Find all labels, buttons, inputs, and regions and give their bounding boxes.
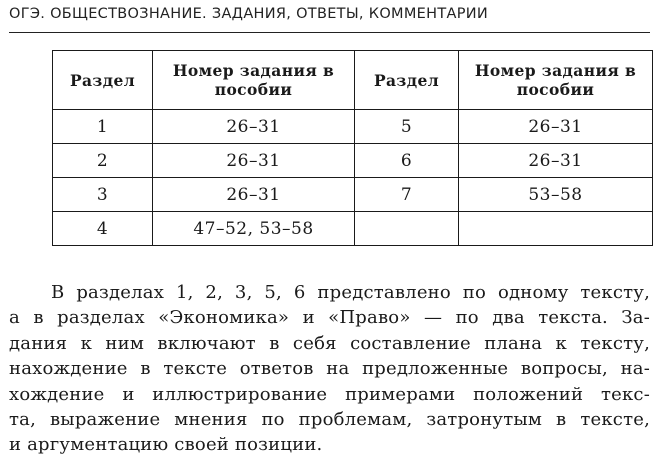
table-row: [53, 212, 653, 246]
table-cell: 26–31: [153, 178, 355, 212]
table-cell: 53–58: [459, 178, 653, 212]
table-cell: 26–31: [153, 144, 355, 178]
paragraph-line: та, выражение мнения по проблемам, затронутым в тексте,: [9, 409, 650, 431]
table-cell: 26–31: [459, 144, 653, 178]
table-cell-empty: [459, 212, 653, 246]
paragraph-line: нахождение в тексте ответов на предложенные вопросы, на-: [9, 358, 650, 380]
header-section: Раздел: [53, 51, 153, 110]
table-cell: 26–31: [153, 110, 355, 144]
table-header-row: [53, 51, 653, 110]
table-cell: 2: [53, 144, 153, 178]
running-header: ОГЭ. ОБЩЕСТВОЗНАНИЕ. ЗАДАНИЯ, ОТВЕТЫ, КОММЕНТАРИИ: [9, 6, 489, 22]
paragraph-line: хождение и иллюстрирование примерами положений текс-: [9, 383, 650, 405]
header-rule: [9, 32, 650, 33]
table-cell: 7: [355, 178, 459, 212]
table-cell: 26–31: [459, 110, 653, 144]
paragraph-line: и аргументацию своей позиции.: [9, 434, 323, 456]
table-row: [53, 178, 653, 212]
paragraph-line: В разделах 1, 2, 3, 5, 6 представлено по одному тексту,: [51, 282, 650, 303]
body-paragraph: [9, 280, 650, 458]
header-task-number: Номер задания в пособии: [153, 51, 355, 110]
sections-table: [52, 50, 653, 246]
table-cell-empty: [355, 212, 459, 246]
table-row: [53, 110, 653, 144]
table-cell: 1: [53, 110, 153, 144]
table-cell: 6: [355, 144, 459, 178]
header-section: Раздел: [355, 51, 459, 110]
table-cell: 5: [355, 110, 459, 144]
paragraph-line: дания к ним включают в себя составление плана к тексту,: [9, 332, 650, 354]
table-cell: 47–52, 53–58: [153, 212, 355, 246]
table-cell: 3: [53, 178, 153, 212]
table-cell: 4: [53, 212, 153, 246]
table-row: [53, 144, 653, 178]
paragraph-line: а в разделах «Экономика» и «Право» — по два текста. За-: [9, 307, 650, 329]
header-task-number: Номер задания в пособии: [459, 51, 653, 110]
